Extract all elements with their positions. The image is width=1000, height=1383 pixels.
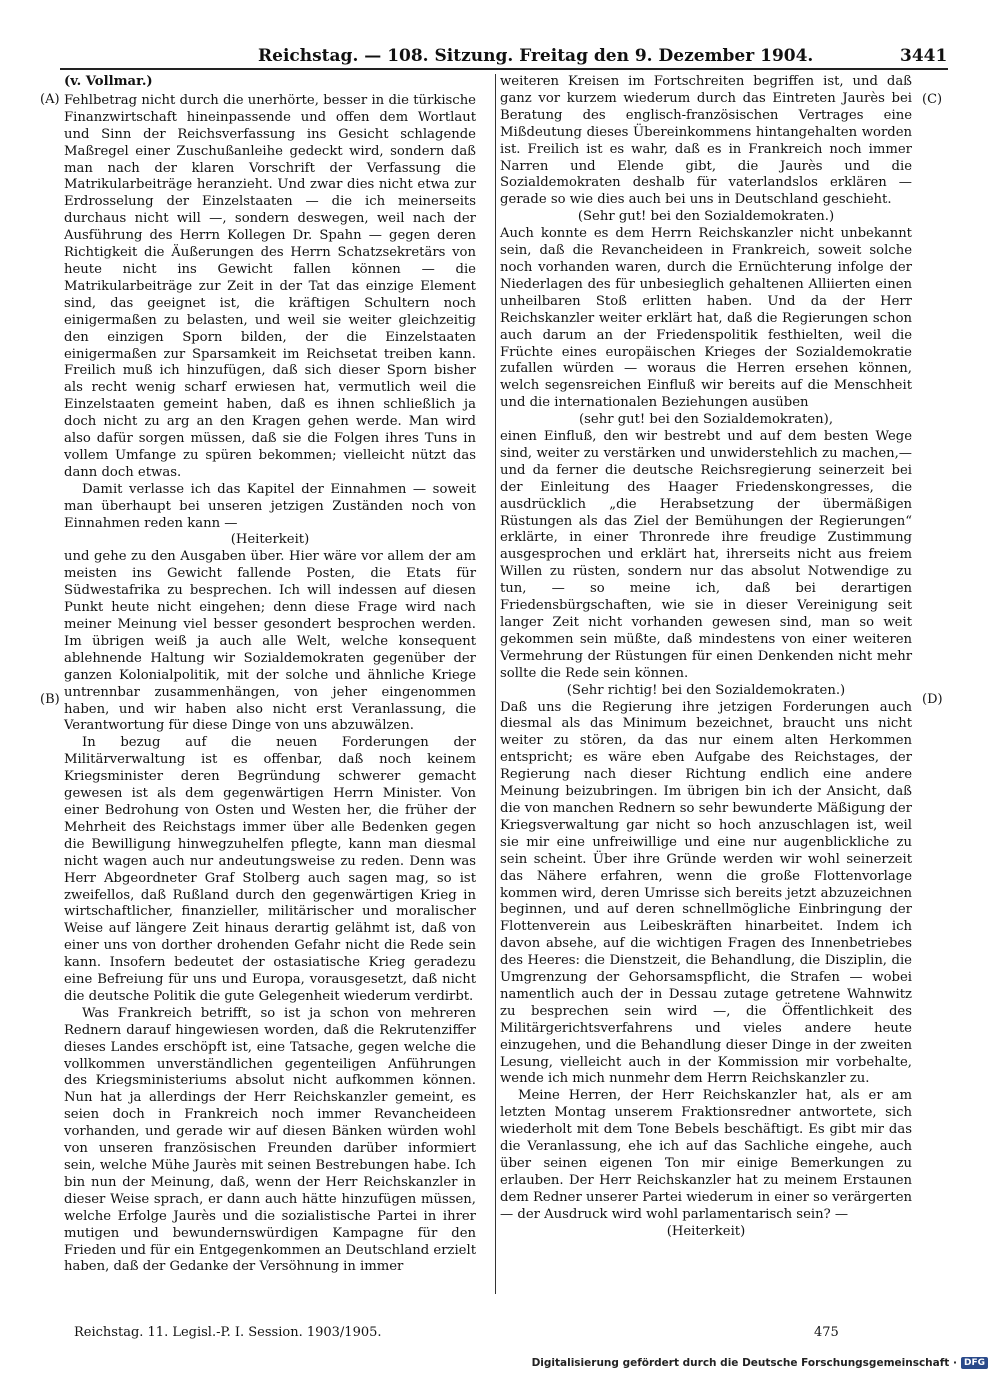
audience-reaction: (Sehr gut! bei den Sozialdemokraten.) bbox=[577, 209, 835, 225]
margin-marker-d: (D) bbox=[922, 692, 943, 707]
paragraph: Meine Herren, der Herr Reichskanzler hat, als er am letzten Montag unserem Fraktionsredner antwortete, sich wiederholt mit dem Tone Bebels beschäftigt. Es gibt mir das die Veranlassung, ehe ich auf das Sachliche eingehe, auch über seinen eigenen Ton mir einige Bemerkungen zu erlauben. Der Herr Reichskanzler hat zu meinem Erstaunen dem Redner unserer Partei wiederum in einer so verärgerten — der Ausdruck wird wohl parlamentarisch sein? — bbox=[500, 1088, 912, 1222]
margin-marker-b: (B) bbox=[40, 692, 60, 707]
footer-session-info: Reichstag. 11. Legisl.-P. I. Session. 1903/1905. bbox=[74, 1325, 382, 1340]
paragraph: und gehe zu den Ausgaben über. Hier wäre vor allem der am meisten ins Gewicht fallende Posten, die Etats für Südwestafrika zu besprechen. Ich will indessen auf diesen Punkt heute nicht eingehen; denn diese Frage wird nach meiner Meinung viel besser gesondert besprochen werden. Im übrigen weiß ja auch alle Welt, welche konsequent ablehnende Haltung wir Sozialdemokraten gegenüber der ganzen Kolonialpolitik, mit der solche und ähnliche Kriege untrennbar zusammenhängen, von jeher eingenommen haben, und wir haben also nicht erst Veranlassung, die Verantwortung für diese Dinge von uns abzuwälzen. bbox=[64, 549, 476, 734]
paragraph: Fehlbetrag nicht durch die unerhörte, besser in die türkische Finanzwirtschaft hineinpassende und offen dem Wortlaut und Sinn der Reichsverfassung ins Gesicht schlagende Maßregel einer Zuschußanleihe gedeckt wird, sondern daß man nach der klaren Vorschrift der Verfassung die Matrikularbeiträge heranzieht. Und zwar dies nicht etwa zur Erdrosselung der Einzelstaaten — die ich meinerseits durchaus nicht will —, sondern deswegen, weil nach der Ausführung des Herrn Kollegen Dr. Spahn — gegen deren Richtigkeit die Äußerungen des Herrn Schatzsekretärs von heute nicht ins Gewicht fallen können — die Matrikularbeiträge zur Zeit in der Tat das einzige Element sind, das geeignet ist, die kräftigen Schultern noch einigermaßen zu belasten, und weil sie weiter gleichzeitig den einzigen Sporn bilden, der die Einzelstaaten einigermaßen zur Sparsamkeit im Reichsetat treiben kann. Freilich muß ich hinzufügen, daß sich dieser Sporn bisher als recht wenig scharf erwiesen hat, vermutlich weil die Einzelstaaten gemeint haben, daß es ihnen schließlich ja doch nicht zu arg an den Kragen gehen werde. Man wird also dafür sorgen müssen, daß sie die Folgen ihres Tuns in vollem Umfange zu spüren bekommen; vielleicht nützt das dann doch etwas. bbox=[64, 92, 476, 480]
margin-marker-c: (C) bbox=[922, 92, 943, 107]
paragraph: Damit verlasse ich das Kapitel der Einnahmen — soweit man überhaupt bei unseren jetzigen Zuständen noch von Einnahmen reden kann — bbox=[64, 481, 476, 531]
audience-reaction: (sehr gut! bei den Sozialdemokraten), bbox=[578, 412, 834, 428]
audience-reaction: (Heiterkeit) bbox=[666, 1223, 746, 1239]
page-header-title: Reichstag. — 108. Sitzung. Freitag den 9. Dezember 1904. bbox=[258, 46, 814, 66]
digitization-credit bbox=[532, 1357, 988, 1369]
audience-reaction: (Sehr richtig! bei den Sozialdemokraten.) bbox=[566, 682, 846, 698]
header-rule bbox=[60, 68, 948, 70]
speaker-name: (v. Vollmar.) bbox=[64, 74, 153, 89]
paragraph: Was Frankreich betrifft, so ist ja schon von mehreren Rednern darauf hingewiesen worden, daß die Rekrutenziffer dieses Landes erschöpft ist, eine Tatsache, gegen welche die vollkommen unverständlichen gegenteiligen Anführungen des Kriegsministeriums absolut nicht aufkommen können. Nun hat ja allerdings der Herr Reichskanzler gemeint, es seien doch in Frankreich noch immer Revancheideen vorhanden, und gerade wir auf diesen Bänken würden wohl von unseren französischen Freunden darüber informiert sein, welche Mühe Jaurès mit seinen Bestrebungen habe. Ich bin nun der Meinung, daß, wenn der Herr Reichskanzler in dieser Weise sprach, er dann auch hätte hinzufügen müssen, welche Erfolge Jaurès und die sozialistische Partei in ihrer mutigen und bewundernswürdigen Kampagne für den Frieden und für ein Entgegenkommen an Deutschland erzielt haben, daß der Gedanke der Versöhnung in immer bbox=[64, 1005, 476, 1275]
paragraph: weiteren Kreisen im Fortschreiten begriffen ist, und daß ganz vor kurzem wiederum durch das Eintreten Jaurès bei Beratung des englisch-französischen Vertrages eine Mißdeutung dieses Übereinkommens hintangehalten worden ist. Freilich ist es wahr, daß es in Frankreich noch immer Narren und Elende gibt, die Jaurès und die Sozialdemokraten deshalb für vaterlandslos erklären — gerade so wie dies auch bei uns in Deutschland geschieht. bbox=[500, 74, 912, 208]
paragraph: Daß uns die Regierung ihre jetzigen Forderungen auch diesmal als das Minimum bezeichnet, braucht uns nicht weiter zu stören, da das nur einem alten Herkommen entspricht; es wäre eben Aufgabe des Reichstages, der Regierung nach dieser Richtung endlich eine andere Meinung beizubringen. Im übrigen bin ich der Ansicht, daß die von manchen Rednern so sehr bewunderte Mäßigung der Kriegsverwaltung gar nicht so hoch anzuschlagen ist, weil sie mir eine unfreiwillige und eine nur augenblickliche zu sein scheint. Über ihre Gründe werden wir wohl seinerzeit das Nähere erfahren, wenn die große Flottenvorlage kommen wird, deren Umrisse sich bereits jetzt abzuzeichnen beginnen, und auf deren schnellmögliche Einbringung der Flottenverein aus Leibeskräften hinarbeitet. Indem ich davon absehe, auf die wichtigen Fragen des Innenbetriebes des Heeres: die Dienstzeit, die Behandlung, die Disziplin, die Umgrenzung der Gehorsamspflicht, die Strafen — wobei namentlich auch der in Dessau zutage getretene Wahnwitz zu besprechen sein wird —, die Öffentlichkeit des Militärgerichtsverfahrens und vieles andere heute einzugehen, und die Behandlung dieser Dinge in der zweiten Lesung, vielleicht auch in der Kommission mir vorbehalte, wende ich mich nunmehr dem Herrn Reichskanzler zu. bbox=[500, 699, 912, 1087]
paragraph: einen Einfluß, den wir bestrebt und auf dem besten Wege sind, weiter zu verstärken und unwiderstehlich zu machen,— und da ferner die deutsche Reichsregierung seinerzeit bei der Einleitung des Haager Friedenskongresses, die ausdrücklich „die Herabsetzung der übermäßigen Rüstungen als das Ziel der Bemühungen der Regierungen“ erklärte, in einer Thronrede ihre freudige Zustimmung ausgesprochen und erklärt hat, ihrerseits nicht aus freiem Willen zu rüsten, sondern nur das absolut Notwendige zu tun, — so meine ich, daß bei derartigen Friedensbürgschaften, wie sie in dieser Vereinigung seit langer Zeit nicht vorhanden gewesen sind, man so weit gekommen sein müßte, daß mindestens von einer weiteren Vermehrung der Rüstungen für einen Denkenden nicht mehr sollte die Rede sein können. bbox=[500, 429, 912, 681]
margin-marker-a: (A) bbox=[40, 92, 60, 107]
column-divider bbox=[495, 74, 496, 1294]
page-number: 3441 bbox=[900, 46, 948, 66]
audience-reaction: (Heiterkeit) bbox=[230, 532, 310, 548]
right-column bbox=[500, 74, 912, 1241]
paragraph: Auch konnte es dem Herrn Reichskanzler nicht unbekannt sein, daß die Revancheideen in Frankreich, soweit solche noch vorhanden waren, durch die Ernüchterung infolge der Niederlagen des für unbesieglich gehaltenen Alliierten einen unheilbaren Stoß erlitten haben. Und da der Herr Reichskanzler weiter erklärt hat, daß die Regierungen schon auch darum an der Friedenspolitik festhielten, weil die Früchte eines europäischen Krieges der Sozialdemokratie zufallen würden — woraus die Herren ersehen können, welch segensreichen Einfluß wir bereits auf die Menschheit und die internationalen Beziehungen ausüben bbox=[500, 226, 912, 411]
left-column bbox=[64, 74, 476, 1276]
dfg-logo: DFG bbox=[961, 1357, 988, 1369]
paragraph: In bezug auf die neuen Forderungen der Militärverwaltung ist es offenbar, daß noch keinem Kriegsminister deren Begründung schwerer gemacht gewesen ist als dem gegenwärtigen Herrn Minister. Von einer Bedrohung von Osten und Westen her, die früher der Mehrheit des Reichstags immer über alle Bedenken gegen die Bewilligung hinwegzuhelfen pflegte, kann man diesmal nicht wagen auch nur andeutungsweise zu reden. Denn was Herr Abgeordneter Graf Stolberg auch sagen mag, so ist zweifellos, daß Rußland durch den gegenwärtigen Krieg in wirtschaftlicher, finanzieller, militärischer und moralischer Weise auf längere Zeit hinaus derartig gelähmt ist, daß von einer uns von dorther drohenden Gefahr nicht die Rede sein kann. Insofern bedeutet der ostasiatische Krieg geradezu eine Befreiung für uns und Europa, vorausgesetzt, daß nicht die deutsche Politik die gute Gelegenheit wiederum verdirbt. bbox=[64, 735, 476, 1004]
footer-page-number: 475 bbox=[814, 1325, 839, 1340]
digitization-text: Digitalisierung gefördert durch die Deutsche Forschungsgemeinschaft · bbox=[531, 1357, 957, 1369]
